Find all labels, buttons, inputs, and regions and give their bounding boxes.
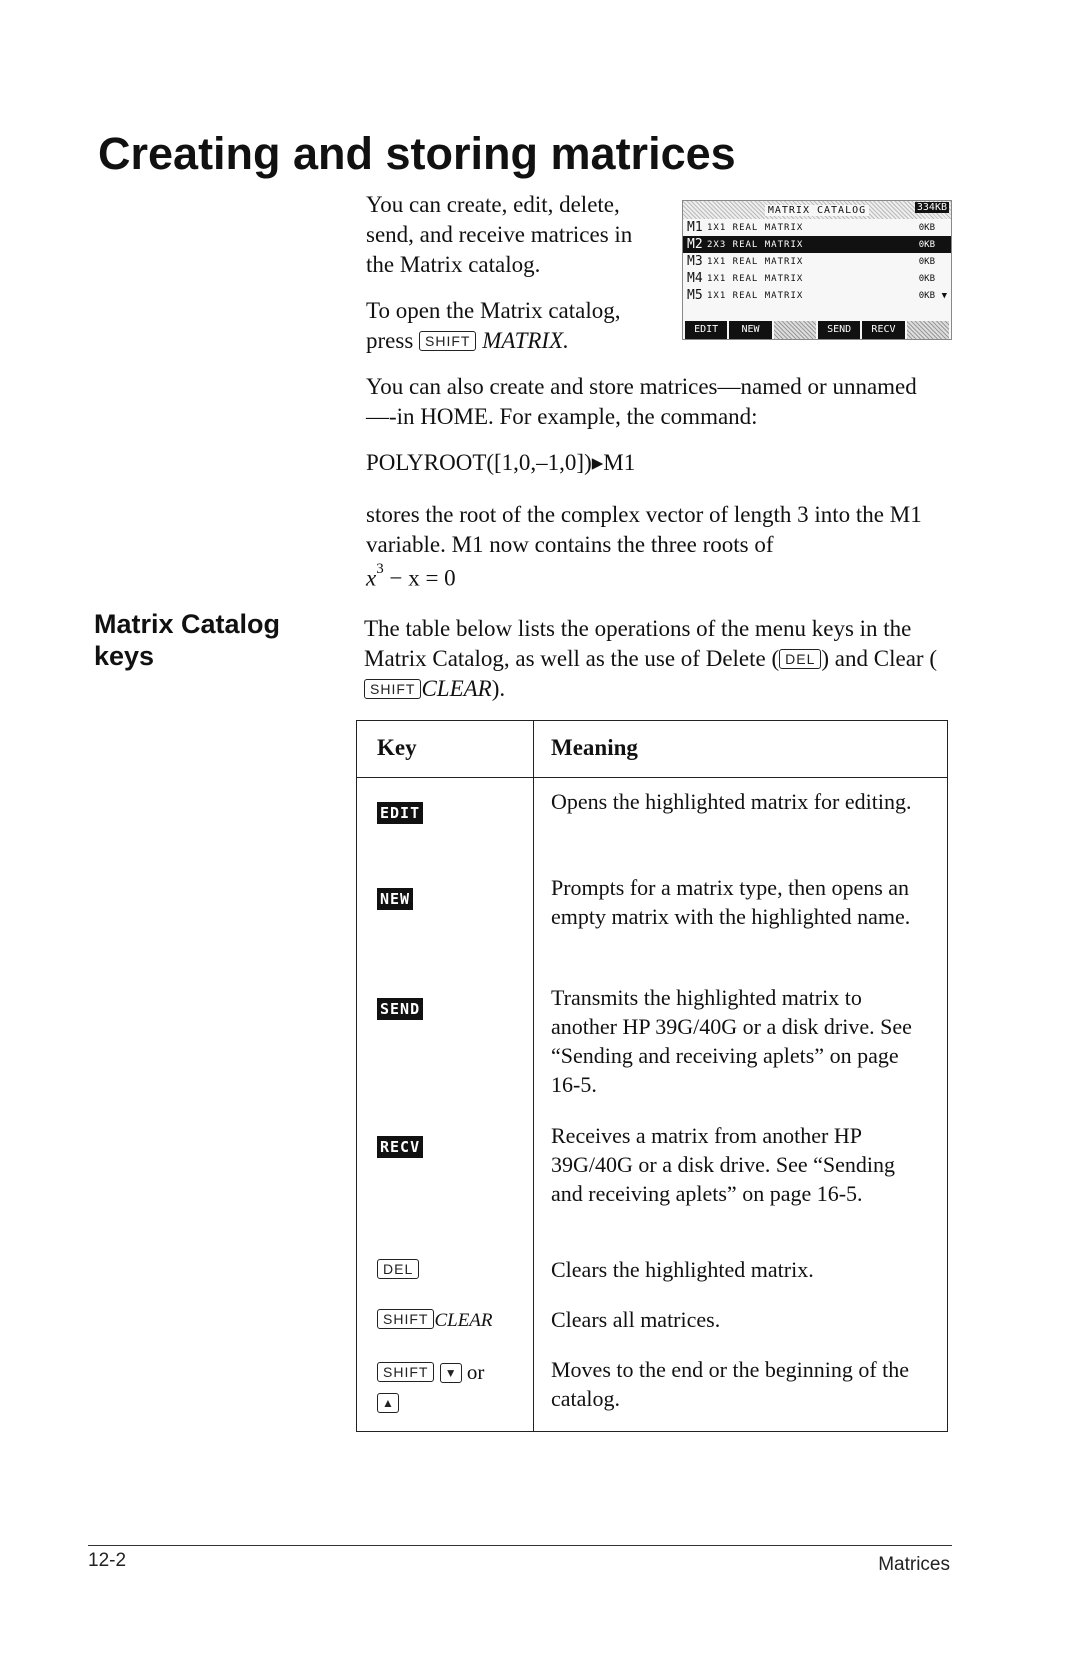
table-row-meaning: Transmits the highlighted matrix to another HP 39G/40G or a disk drive. See “Sending and receiving aplets” on page 16-5. [551,985,912,1097]
down-arrow-key-icon: ▼ [440,1363,462,1383]
or-label: or [466,1360,485,1384]
table-intro-text: The table below lists the operations of the menu keys in the Matrix Catalog, as well as the use of Delete ( [364,616,912,671]
header-divider [357,777,947,778]
calc-matrix-size: 0KB [918,273,935,284]
send-menu-key: SEND [377,998,423,1020]
shift-key: SHIFT [377,1362,434,1382]
menu-keys-table [356,720,948,1432]
calc-matrix-desc: 1X1 REAL MATRIX [707,256,804,267]
table-intro-text: ) and Clear [821,646,924,671]
table-row-key [377,885,413,910]
open-catalog-text: To open the Matrix catalog, press [366,298,621,353]
del-key: DEL [779,649,821,669]
shift-key: SHIFT [377,1309,434,1329]
calc-matrix-desc: 1X1 REAL MATRIX [707,222,804,233]
calc-menu-new: NEW [729,321,771,339]
calc-menu-send: SEND [818,321,860,339]
calc-menu-empty [774,321,816,339]
calc-matrix-name: M2 [687,237,703,252]
calc-matrix-desc: 1X1 REAL MATRIX [707,273,804,284]
page-number: 12-2 [88,1550,127,1571]
page-title: Creating and storing matrices [98,128,736,179]
table-row-key [377,1133,423,1158]
footer-rule [88,1545,952,1546]
table-row-meaning: Receives a matrix from another HP 39G/40G or a disk drive. See “Sending and receiving aplets” on page 16-5. [551,1123,895,1206]
table-row-key [377,1257,419,1282]
table-header-key: Key [377,735,417,760]
equation-exponent: 3 [376,561,384,577]
calc-menu-bar [683,321,951,339]
calc-matrix-desc: 2X3 REAL MATRIX [707,239,804,250]
calc-header-title: MATRIX CATALOG [765,205,869,216]
polyroot-command: POLYROOT([1,0,–1,0])▸M1 [366,450,636,475]
shift-key: SHIFT [419,331,476,351]
calc-matrix-size: 0KB [918,290,935,301]
calc-menu-recv: RECV [862,321,904,339]
table-header-meaning: Meaning [551,735,638,760]
equation-x: x [366,565,377,591]
clear-label: CLEAR [421,676,492,701]
intro-paragraph: You can create, edit, delete, send, and receive matrices in the Matrix catalog. [366,192,633,277]
calc-matrix-size: 0KB [918,256,935,267]
calc-row [683,219,951,236]
calc-menu-edit: EDIT [685,321,727,339]
section-heading [94,608,280,672]
new-menu-key: NEW [377,888,413,910]
scroll-down-arrow-icon: ▼ [941,290,947,301]
table-row-meaning: Opens the highlighted matrix for editing. [551,789,912,814]
stores-paragraph: stores the root of the complex vector of length 3 into the M1 variable. M1 now contains the three roots of [366,502,922,557]
table-row-key [377,799,423,824]
calc-matrix-desc: 1X1 REAL MATRIX [707,290,804,301]
calc-matrix-name: M3 [687,254,703,269]
matrix-catalog-screen [682,200,952,340]
table-row-key [377,1357,484,1417]
table-row-key [377,1307,493,1332]
calc-header [683,201,951,219]
calc-row [683,253,951,270]
calc-row [683,287,951,304]
calc-matrix-size: 0KB [918,222,935,233]
calc-row [683,270,951,287]
home-paragraph: You can also create and store matrices—named or unnamed—-in HOME. For example, the command: [366,374,917,429]
table-row-meaning: Prompts for a matrix type, then opens an empty matrix with the highlighted name. [551,875,911,929]
equation [366,558,456,594]
table-intro-paragraph [364,614,964,704]
table-row-meaning: Clears the highlighted matrix. [551,1257,814,1282]
clear-label: CLEAR [434,1310,493,1331]
equation-rest: − x = 0 [389,565,456,591]
section-heading-line2: keys [94,641,155,671]
calc-matrix-name: M1 [687,220,703,235]
matrix-label: MATRIX. [482,328,569,353]
calc-menu-empty [907,321,949,339]
calc-row-selected [683,236,951,253]
table-row-meaning: Moves to the end or the beginning of the catalog. [551,1357,910,1411]
up-arrow-key-icon: ▲ [377,1393,399,1413]
column-divider [533,721,534,1431]
table-intro-text: ( [929,646,937,671]
open-catalog-paragraph [366,296,666,356]
table-row-meaning: Clears all matrices. [551,1307,721,1332]
calc-memory-indicator: 334KB [916,202,947,213]
chapter-name: Matrices [878,1554,950,1575]
recv-menu-key: RECV [377,1136,423,1158]
calc-matrix-name: M4 [687,271,703,286]
table-row-key [377,995,423,1020]
del-key: DEL [377,1259,419,1279]
calc-matrix-name: M5 [687,288,703,303]
edit-menu-key: EDIT [377,802,423,824]
calc-matrix-size: 0KB [918,239,935,250]
section-heading-line1: Matrix Catalog [94,609,281,639]
shift-key: SHIFT [364,679,421,699]
table-intro-text: ). [491,676,506,701]
